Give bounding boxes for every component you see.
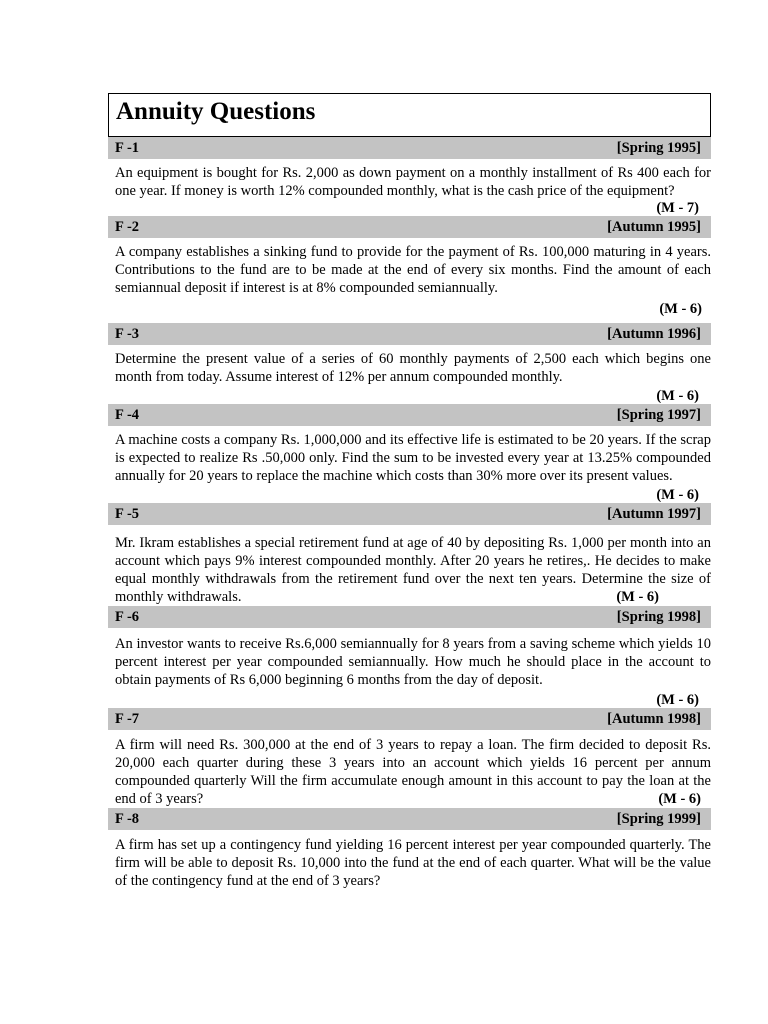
- question-text: A machine costs a company Rs. 1,000,000 and its effective life is estimated to be 20 years. If the scrap is expected to realize Rs .50,000 only. Find the sum to be invested every year at 13.25% compounded annually for 20 years to replace the machine which costs than 30% more over its present values.: [115, 432, 711, 484]
- question-id: F -8: [115, 810, 140, 827]
- question-f3: [108, 323, 711, 404]
- question-marks: (M - 6): [616, 589, 659, 605]
- question-header: [108, 323, 711, 345]
- question-session: [Spring 1999]: [616, 810, 701, 827]
- question-marks: (M - 6): [659, 301, 702, 317]
- question-id: F -4: [115, 406, 140, 423]
- question-header: [108, 503, 711, 525]
- title-box: [108, 93, 711, 137]
- question-text: [108, 525, 711, 606]
- question-id: F -1: [115, 139, 140, 156]
- page-title: Annuity Questions: [116, 98, 316, 125]
- question-session: [Spring 1995]: [616, 139, 701, 156]
- question-session: [Autumn 1998]: [607, 710, 701, 727]
- question-id: F -2: [115, 218, 140, 235]
- question-text-body: Mr. Ikram establishes a special retirement fund at age of 40 by depositing Rs. 1,000 per month into an account which pays 9% interest compounded monthly. After 20 years he retires,. He decides to make equal monthly withdrawals from the retirement fund over the next ten years. Determine the size of monthly withdrawals.: [115, 535, 711, 605]
- question-header: [108, 606, 711, 628]
- question-marks: (M - 6): [656, 388, 699, 404]
- question-session: [Autumn 1997]: [607, 505, 701, 522]
- question-session: [Autumn 1995]: [607, 218, 701, 235]
- question-header: [108, 808, 711, 830]
- question-f8: [108, 808, 711, 890]
- document-page: [108, 93, 711, 890]
- question-session: [Spring 1997]: [616, 406, 701, 423]
- question-header: [108, 708, 711, 730]
- question-id: F -5: [115, 505, 140, 522]
- question-f1: [108, 137, 711, 216]
- question-f2: [108, 216, 711, 320]
- question-marks: (M - 7): [656, 200, 699, 216]
- question-text: A company establishes a sinking fund to provide for the payment of Rs. 100,000 maturing in 4 years. Contributions to the fund are to be made at the end of every six months. Find the amount of each semiannual deposit if interest is at 8% compounded semiannually.: [115, 244, 711, 296]
- question-f6: [108, 606, 711, 708]
- question-text-body: A firm will need Rs. 300,000 at the end of 3 years to repay a loan. The firm decided to deposit Rs. 20,000 each quarter during these 3 years into an account which yields 16 percent per annum compounded quarterly Will the firm accumulate enough amount in this account to pay the loan at the end of 3 years?: [115, 737, 711, 807]
- question-id: F -6: [115, 608, 140, 625]
- question-marks: (M - 6): [656, 692, 699, 708]
- question-marks: (M - 6): [658, 791, 701, 807]
- question-id: F -3: [115, 325, 140, 342]
- question-header: [108, 137, 711, 159]
- question-marks: (M - 6): [656, 487, 699, 503]
- question-f7: [108, 708, 711, 808]
- question-header: [108, 404, 711, 426]
- question-text: [108, 730, 711, 808]
- question-session: [Autumn 1996]: [607, 325, 701, 342]
- question-f5: [108, 503, 711, 606]
- question-text: A firm has set up a contingency fund yielding 16 percent interest per year compounded quarterly. The firm will be able to deposit Rs. 10,000 into the fund at the end of each quarter. What will be the value of the contingency fund at the end of 3 years?: [115, 837, 711, 889]
- question-text: An equipment is bought for Rs. 2,000 as down payment on a monthly installment of Rs 400 each for one year. If money is worth 12% compounded monthly, what is the cash price of the equipment?: [115, 165, 711, 199]
- question-session: [Spring 1998]: [616, 608, 701, 625]
- question-text: Determine the present value of a series of 60 monthly payments of 2,500 each which begins one month from today. Assume interest of 12% per annum compounded monthly.: [115, 351, 711, 385]
- question-header: [108, 216, 711, 238]
- question-f4: [108, 404, 711, 503]
- question-text: An investor wants to receive Rs.6,000 semiannually for 8 years from a saving scheme which yields 10 percent interest per year compounded semiannually. How much he should place in the account to obtain payments of Rs 6,000 beginning 6 months from the day of deposit.: [115, 636, 711, 688]
- question-id: F -7: [115, 710, 140, 727]
